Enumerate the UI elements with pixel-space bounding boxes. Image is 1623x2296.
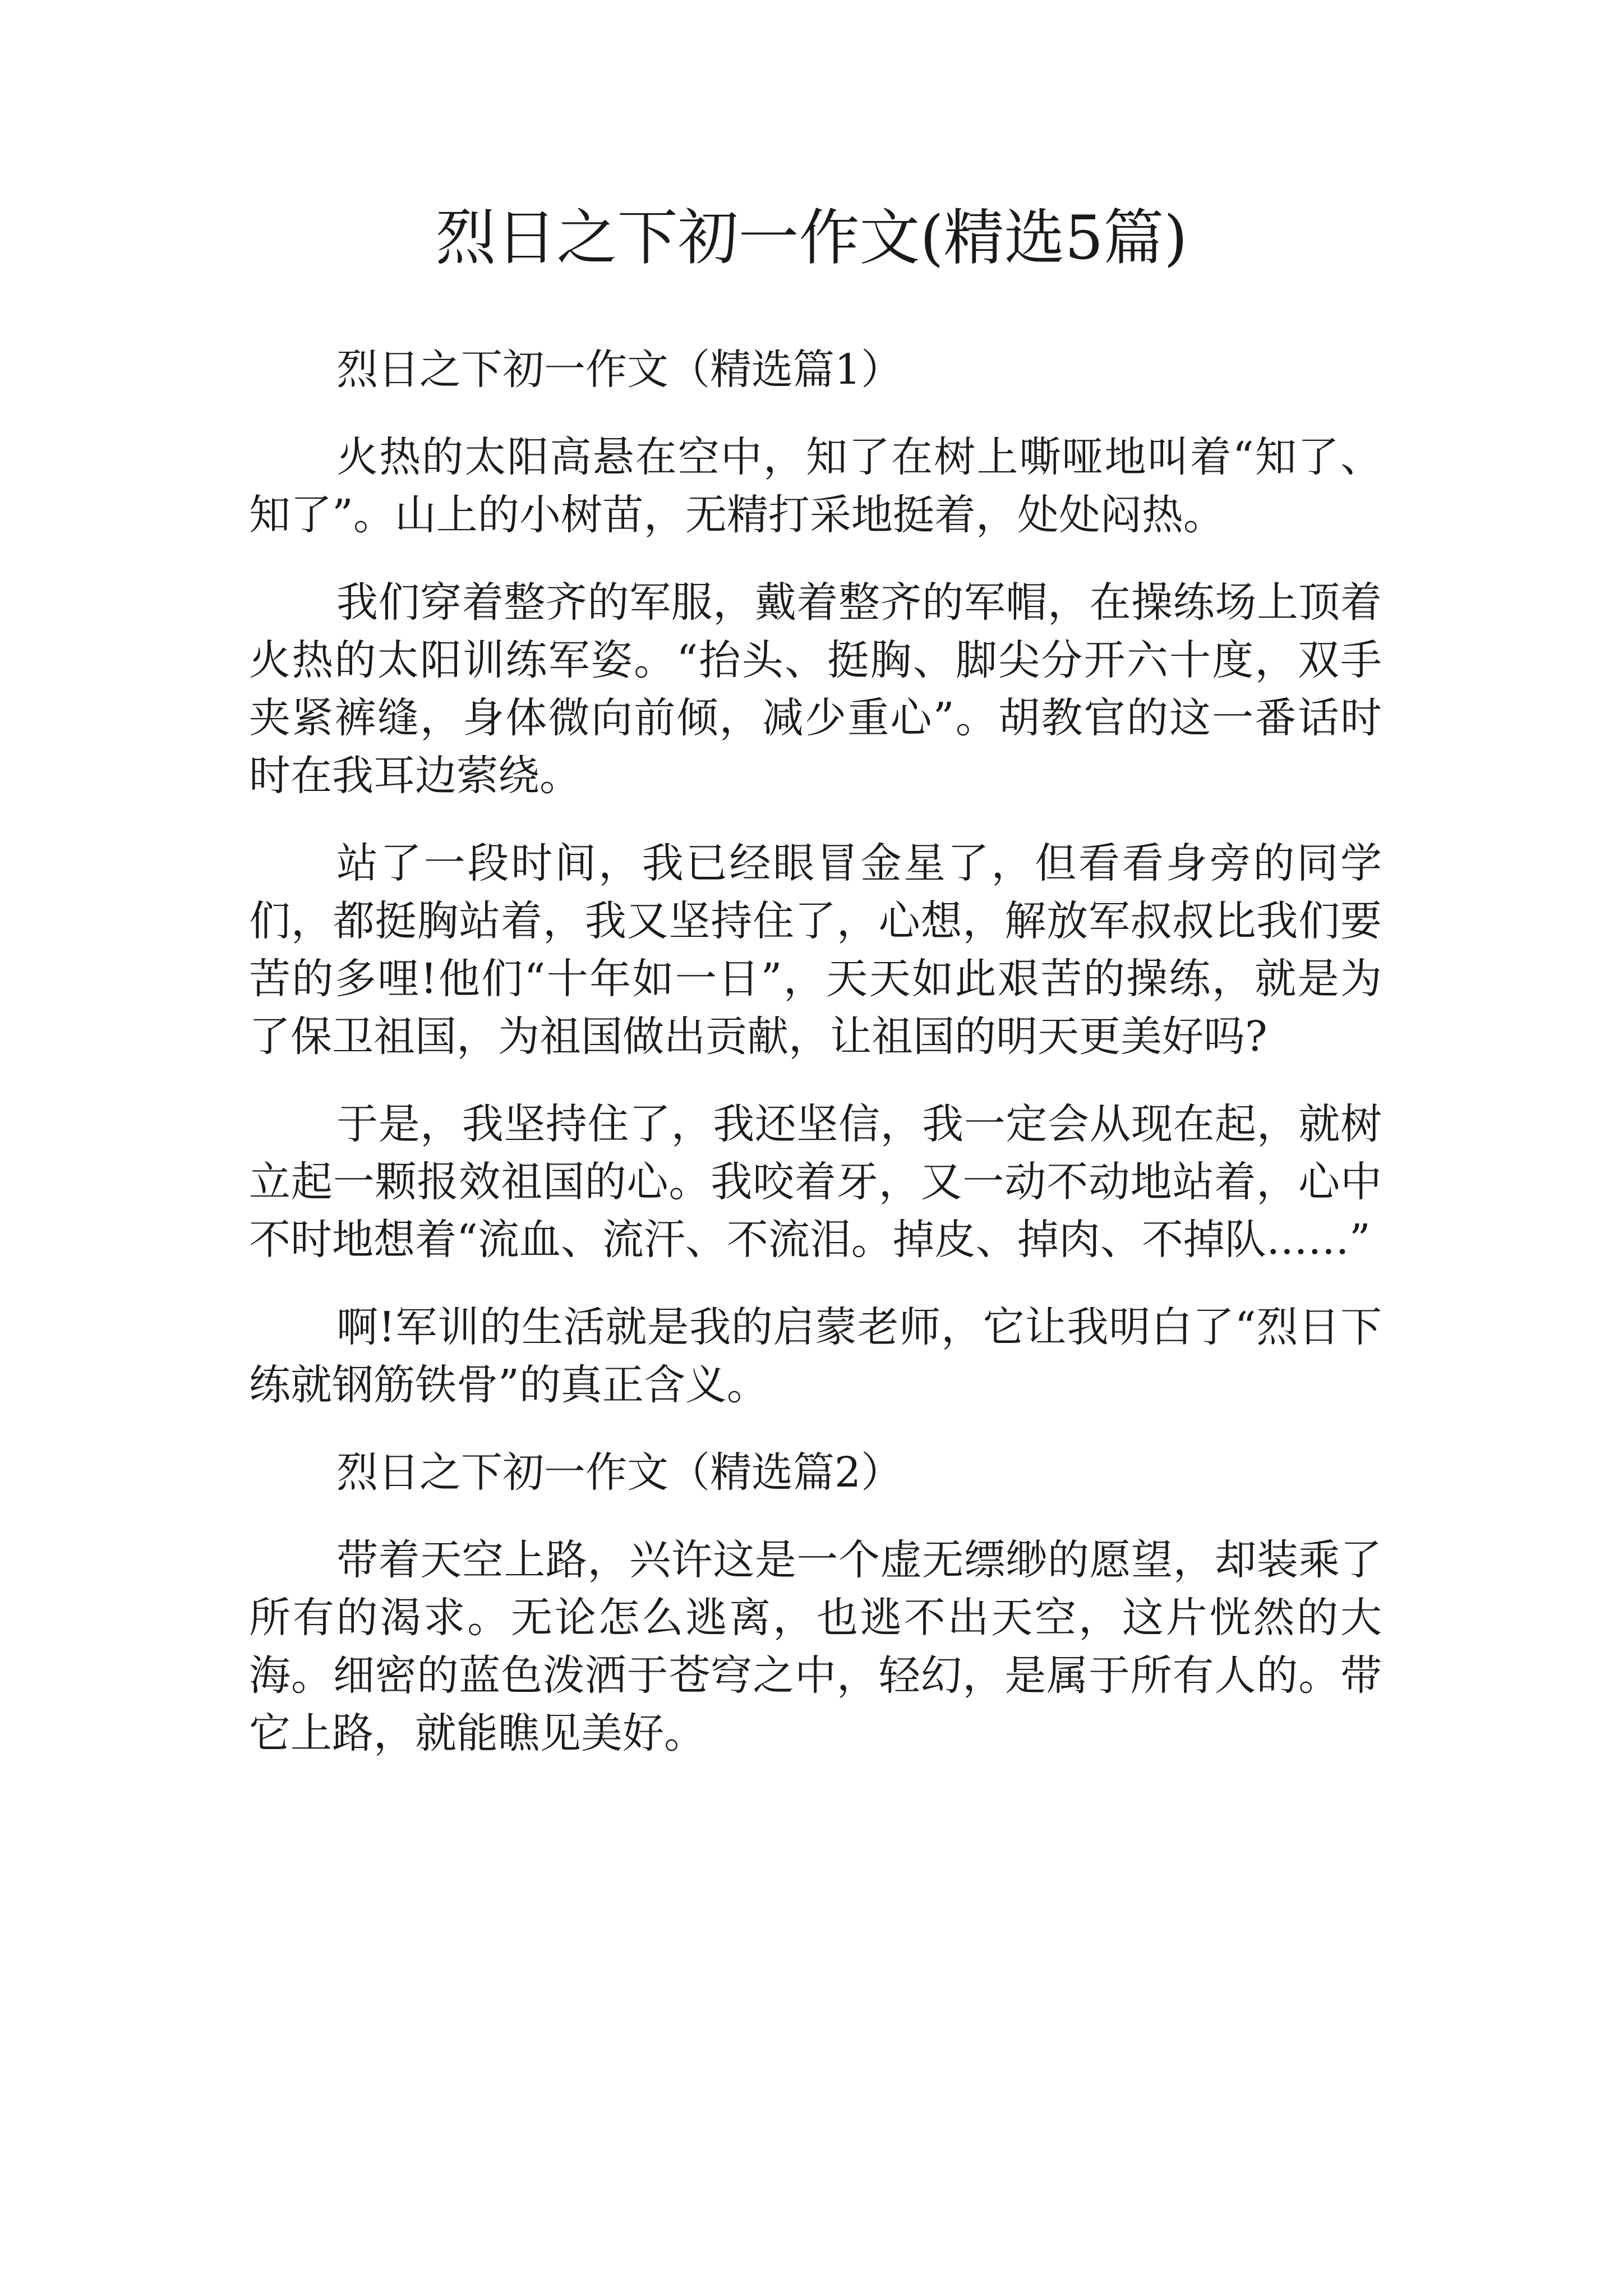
section-heading: 烈日之下初一作文（精选篇2） (336, 1448, 903, 1497)
page-title: 烈日之下初一作文(精选5篇) (435, 203, 1188, 273)
paragraph: 火热的太阳高悬在空中，知了在树上嘶哑地叫着“知了、知了”。山上的小树苗，无精打采地挺着，处处闷热。 (249, 433, 1382, 539)
document-body (249, 341, 1382, 1792)
paragraph: 我们穿着整齐的军服，戴着整齐的军帽，在操练场上顶着火热的太阳训练军姿。“抬头、挺胸、脚尖分开六十度，双手夹紧裤缝，身体微向前倾，减少重心”。胡教官的这一番话时时在我耳边萦绕。 (249, 578, 1382, 800)
paragraph: 啊!军训的生活就是我的启蒙老师，它让我明白了“烈日下练就钢筋铁骨”的真正含义。 (249, 1303, 1382, 1409)
essay-section-1 (249, 341, 1382, 1414)
paragraph: 于是，我坚持住了，我还坚信，我一定会从现在起，就树立起一颗报效祖国的心。我咬着牙，又一动不动地站着，心中不时地想着“流血、流汗、不流泪。掉皮、掉肉、不掉队……” (249, 1100, 1382, 1264)
section-heading: 烈日之下初一作文（精选篇1） (336, 346, 903, 394)
paragraph: 带着天空上路，兴许这是一个虚无缥缈的愿望，却装乘了所有的渴求。无论怎么逃离，也逃不出天空，这片恍然的大海。细密的蓝色泼洒于苍穹之中，轻幻，是属于所有人的。带它上路，就能瞧见美好。 (249, 1536, 1382, 1757)
essay-section-2 (249, 1444, 1382, 1763)
paragraph: 站了一段时间，我已经眼冒金星了，但看看身旁的同学们，都挺胸站着，我又坚持住了，心想，解放军叔叔比我们要苦的多哩!他们“十年如一日”，天天如此艰苦的操练，就是为了保卫祖国，为祖国做出贡献，让祖国的明天更美好吗? (249, 839, 1382, 1061)
